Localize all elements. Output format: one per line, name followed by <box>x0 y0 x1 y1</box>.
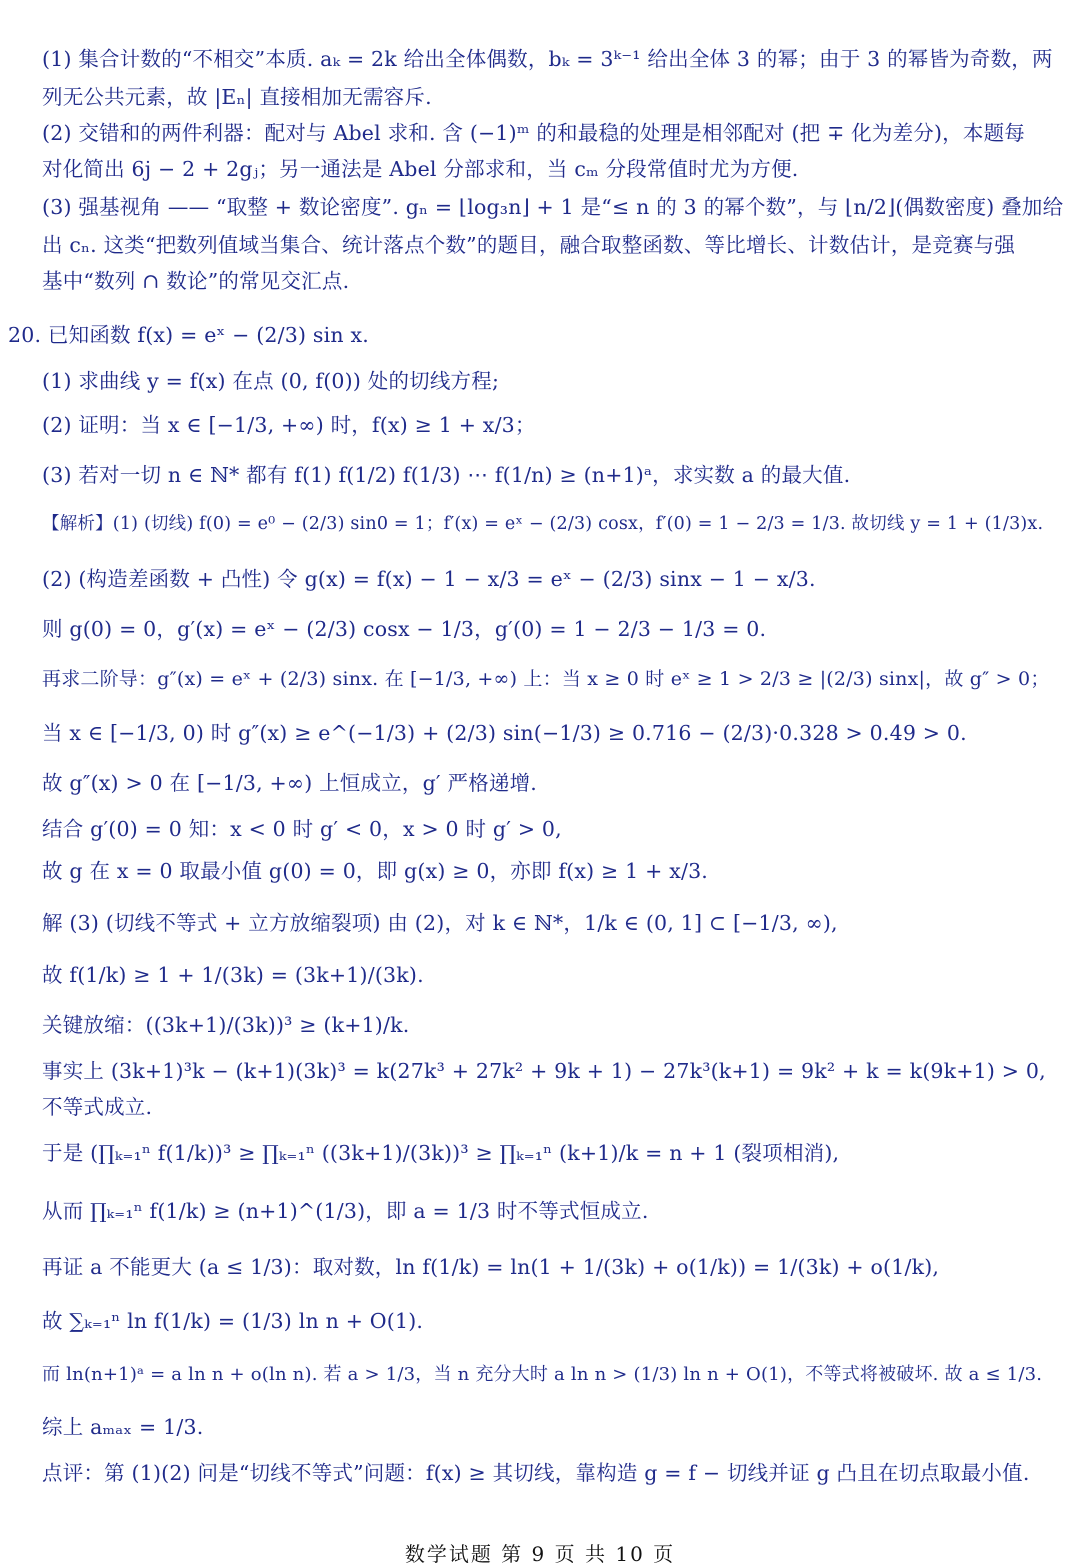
remark-line: (1) 集合计数的“不相交”本质. aₖ = 2k 给出全体偶数，bₖ = 3ᵏ⁻¹ 给出全体 3 的幂；由于 3 的幂皆为奇数，两 <box>42 47 1053 71</box>
page-footer: 数学试题 第 9 页 共 10 页 <box>404 1542 676 1566</box>
solution-line: 点评：第 (1)(2) 问是“切线不等式”问题：f(x) ≥ 其切线，靠构造 g = f − 切线并证 g 凸且在切点取最小值. <box>42 1461 1030 1485</box>
solution-line: 解 (3) (切线不等式 + 立方放缩裂项) 由 (2)，对 k ∈ ℕ*，1/k ∈ (0, 1] ⊂ [−1/3, ∞), <box>42 911 838 935</box>
solution-line: 事实上 (3k+1)³k − (k+1)(3k)³ = k(27k³ + 27k² + 9k + 1) − 27k³(k+1) = 9k² + k = k(9k+1) > 0, <box>42 1059 1046 1083</box>
problem-part: (3) 若对一切 n ∈ ℕ* 都有 f(1) f(1/2) f(1/3) ⋯ f(1/n) ≥ (n+1)ᵃ，求实数 a 的最大值. <box>42 463 851 487</box>
solution-line: 当 x ∈ [−1/3, 0) 时 g″(x) ≥ e^(−1/3) + (2/3) sin(−1/3) ≥ 0.716 − (2/3)·0.328 > 0.49 > 0. <box>42 721 967 745</box>
remark-line: 列无公共元素，故 |Eₙ| 直接相加无需容斥. <box>42 85 432 109</box>
remark-line: (3) 强基视角 —— “取整 + 数论密度”. gₙ = ⌊log₃n⌋ + 1 是“≤ n 的 3 的幂个数”，与 ⌊n/2⌋(偶数密度) 叠加给 <box>42 195 1064 219</box>
remark-line: 对化简出 6j − 2 + 2gⱼ；另一通法是 Abel 分部求和，当 cₘ 分段常值时尤为方便. <box>42 157 799 181</box>
solution-line: 关键放缩：((3k+1)/(3k))³ ≥ (k+1)/k. <box>42 1013 410 1037</box>
solution-line: 故 f(1/k) ≥ 1 + 1/(3k) = (3k+1)/(3k). <box>42 963 424 987</box>
solution-line: 则 g(0) = 0，g′(x) = eˣ − (2/3) cosx − 1/3，g′(0) = 1 − 2/3 − 1/3 = 0. <box>42 617 767 641</box>
solution-line: 而 ln(n+1)ᵃ = a ln n + o(ln n). 若 a > 1/3，当 n 充分大时 a ln n > (1/3) ln n + O(1)，不等式将被破坏. 故 a ≤ 1/3. <box>42 1364 1043 1385</box>
solution-line: 故 g″(x) > 0 在 [−1/3, +∞) 上恒成立，g′ 严格递增. <box>42 771 538 795</box>
problem-stem: 20. 已知函数 f(x) = eˣ − (2/3) sin x. <box>8 323 369 347</box>
problem-part: (1) 求曲线 y = f(x) 在点 (0, f(0)) 处的切线方程; <box>42 369 500 393</box>
problem-part: (2) 证明：当 x ∈ [−1/3, +∞) 时，f(x) ≥ 1 + x/3； <box>42 413 536 437</box>
solution-line: 不等式成立. <box>42 1095 153 1119</box>
solution-line: 再求二阶导：g″(x) = eˣ + (2/3) sinx. 在 [−1/3, +∞) 上：当 x ≥ 0 时 eˣ ≥ 1 > 2/3 ≥ |(2/3) sinx|，故 g″ > 0； <box>42 668 1050 690</box>
solution-line: 综上 aₘₐₓ = 1/3. <box>42 1415 204 1439</box>
solution-line: 再证 a 不能更大 (a ≤ 1/3)：取对数，ln f(1/k) = ln(1 + 1/(3k) + o(1/k)) = 1/(3k) + o(1/k), <box>42 1255 940 1279</box>
solution-line: 故 ∑ₖ₌₁ⁿ ln f(1/k) = (1/3) ln n + O(1). <box>42 1309 424 1333</box>
solution-line: 从而 ∏ₖ₌₁ⁿ f(1/k) ≥ (n+1)^(1/3)，即 a = 1/3 时不等式恒成立. <box>42 1199 649 1223</box>
solution-line: 于是 (∏ₖ₌₁ⁿ f(1/k))³ ≥ ∏ₖ₌₁ⁿ ((3k+1)/(3k))³ ≥ ∏ₖ₌₁ⁿ (k+1)/k = n + 1 (裂项相消), <box>42 1141 840 1165</box>
solution-line: 结合 g′(0) = 0 知：x < 0 时 g′ < 0，x > 0 时 g′ > 0, <box>42 817 562 841</box>
remark-line: 出 cₙ. 这类“把数列值域当集合、统计落点个数”的题目，融合取整函数、等比增长、计数估计，是竞赛与强 <box>42 233 1016 257</box>
solution-line: 【解析】(1) (切线) f(0) = e⁰ − (2/3) sin0 = 1；f′(x) = eˣ − (2/3) cosx，f′(0) = 1 − 2/3 = 1/3. 故切线 y = 1 + (1/3)x. <box>42 514 1044 534</box>
solution-line: 故 g 在 x = 0 取最小值 g(0) = 0，即 g(x) ≥ 0，亦即 f(x) ≥ 1 + x/3. <box>42 859 709 883</box>
remark-line: (2) 交错和的两件利器：配对与 Abel 求和. 含 (−1)ᵐ 的和最稳的处理是相邻配对 (把 ∓ 化为差分)，本题每 <box>42 121 1025 145</box>
solution-line: (2) (构造差函数 + 凸性) 令 g(x) = f(x) − 1 − x/3 = eˣ − (2/3) sinx − 1 − x/3. <box>42 567 816 591</box>
remark-line: 基中“数列 ∩ 数论”的常见交汇点. <box>42 269 350 293</box>
